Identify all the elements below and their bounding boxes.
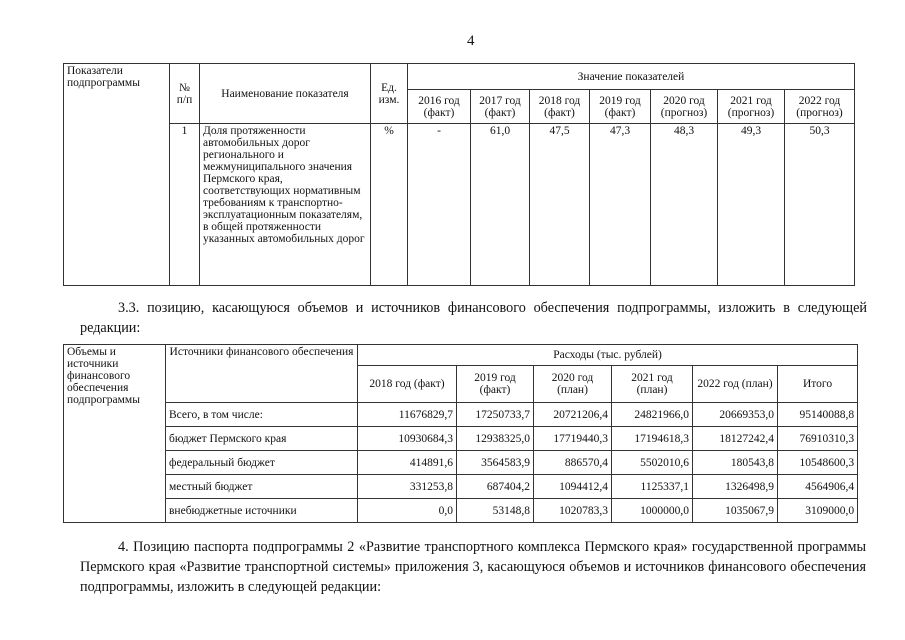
table-row [64, 403, 858, 427]
indicators-header: Показатели подпрограммы [64, 64, 170, 286]
value-cell: 61,0 [471, 124, 530, 286]
year-header: 2019 год (факт) [590, 90, 651, 124]
value-cell: 17719440,3 [534, 427, 612, 451]
value-cell: 180543,8 [693, 451, 778, 475]
source-label: внебюджетные источники [166, 499, 358, 523]
value-cell: 414891,6 [358, 451, 457, 475]
row-name: Доля протяженности автомобильных дорог регионального и межмуниципального значения Пермского края, соответствующих нормативным требованиям к транспортно-эксплуатационным показателям, в общей протяженности указанных автомобильных дорог [200, 124, 371, 286]
table-row [64, 124, 855, 286]
unit-header: Ед. изм. [371, 64, 408, 124]
value-cell: - [408, 124, 471, 286]
value-cell: 95140088,8 [778, 403, 858, 427]
paragraph-4: 4. Позицию паспорта подпрограммы 2 «Развитие транспортного комплекса Пермского края» государственной программы Пермского края «Развитие транспортной системы» приложения 3, касающуюся объемов и источников финансового обеспечения подпрограммы, изложить в следующей редакции: [80, 539, 866, 595]
value-cell: 1035067,9 [693, 499, 778, 523]
value-cell: 12938325,0 [457, 427, 534, 451]
value-cell: 5502010,6 [612, 451, 693, 475]
value-cell: 886570,4 [534, 451, 612, 475]
value-cell: 49,3 [718, 124, 785, 286]
value-cell: 18127242,4 [693, 427, 778, 451]
col-header: 2022 год (план) [693, 366, 778, 403]
value-cell: 20669353,0 [693, 403, 778, 427]
value-cell: 3109000,0 [778, 499, 858, 523]
value-cell: 3564583,9 [457, 451, 534, 475]
col-header: 2020 год (план) [534, 366, 612, 403]
value-cell: 0,0 [358, 499, 457, 523]
value-cell: 331253,8 [358, 475, 457, 499]
value-cell: 10548600,3 [778, 451, 858, 475]
value-cell: 1020783,3 [534, 499, 612, 523]
num-header: № п/п [170, 64, 200, 124]
table-row [64, 427, 858, 451]
value-cell: 687404,2 [457, 475, 534, 499]
year-header: 2020 год (прогноз) [651, 90, 718, 124]
financing-left-header: Объемы и источники финансового обеспечения подпрограммы [64, 345, 166, 523]
value-cell: 1094412,4 [534, 475, 612, 499]
value-cell: 1326498,9 [693, 475, 778, 499]
year-header: 2017 год (факт) [471, 90, 530, 124]
col-header: 2021 год (план) [612, 366, 693, 403]
value-cell: 1125337,1 [612, 475, 693, 499]
value-cell: 47,3 [590, 124, 651, 286]
row-num: 1 [170, 124, 200, 286]
paragraph-3-3: 3.3. позицию, касающуюся объемов и источников финансового обеспечения подпрограммы, изложить в следующей редакции: [80, 300, 867, 336]
value-cell: 76910310,3 [778, 427, 858, 451]
year-header: 2016 год (факт) [408, 90, 471, 124]
value-cell: 48,3 [651, 124, 718, 286]
expenses-title: Расходы (тыс. рублей) [358, 345, 858, 366]
row-unit: % [371, 124, 408, 286]
value-cell: 53148,8 [457, 499, 534, 523]
financing-table [63, 344, 858, 523]
col-header: 2019 год (факт) [457, 366, 534, 403]
value-cell: 17250733,7 [457, 403, 534, 427]
indicators-table [63, 63, 855, 286]
table-row [64, 451, 858, 475]
col-header: 2018 год (факт) [358, 366, 457, 403]
name-header: Наименование показателя [200, 64, 371, 124]
year-header: 2022 год (прогноз) [785, 90, 855, 124]
source-label: бюджет Пермского края [166, 427, 358, 451]
values-title: Значение показателей [408, 64, 855, 90]
value-cell: 11676829,7 [358, 403, 457, 427]
year-header: 2018 год (факт) [530, 90, 590, 124]
page-number: 4 [467, 33, 475, 49]
value-cell: 4564906,4 [778, 475, 858, 499]
value-cell: 24821966,0 [612, 403, 693, 427]
value-cell: 47,5 [530, 124, 590, 286]
col-header: Итого [778, 366, 858, 403]
table-row [64, 499, 858, 523]
year-header: 2021 год (прогноз) [718, 90, 785, 124]
source-label: местный бюджет [166, 475, 358, 499]
value-cell: 20721206,4 [534, 403, 612, 427]
source-label: Всего, в том числе: [166, 403, 358, 427]
value-cell: 1000000,0 [612, 499, 693, 523]
sources-header: Источники финансового обеспечения [166, 345, 358, 403]
value-cell: 17194618,3 [612, 427, 693, 451]
value-cell: 10930684,3 [358, 427, 457, 451]
table-row [64, 475, 858, 499]
source-label: федеральный бюджет [166, 451, 358, 475]
value-cell: 50,3 [785, 124, 855, 286]
